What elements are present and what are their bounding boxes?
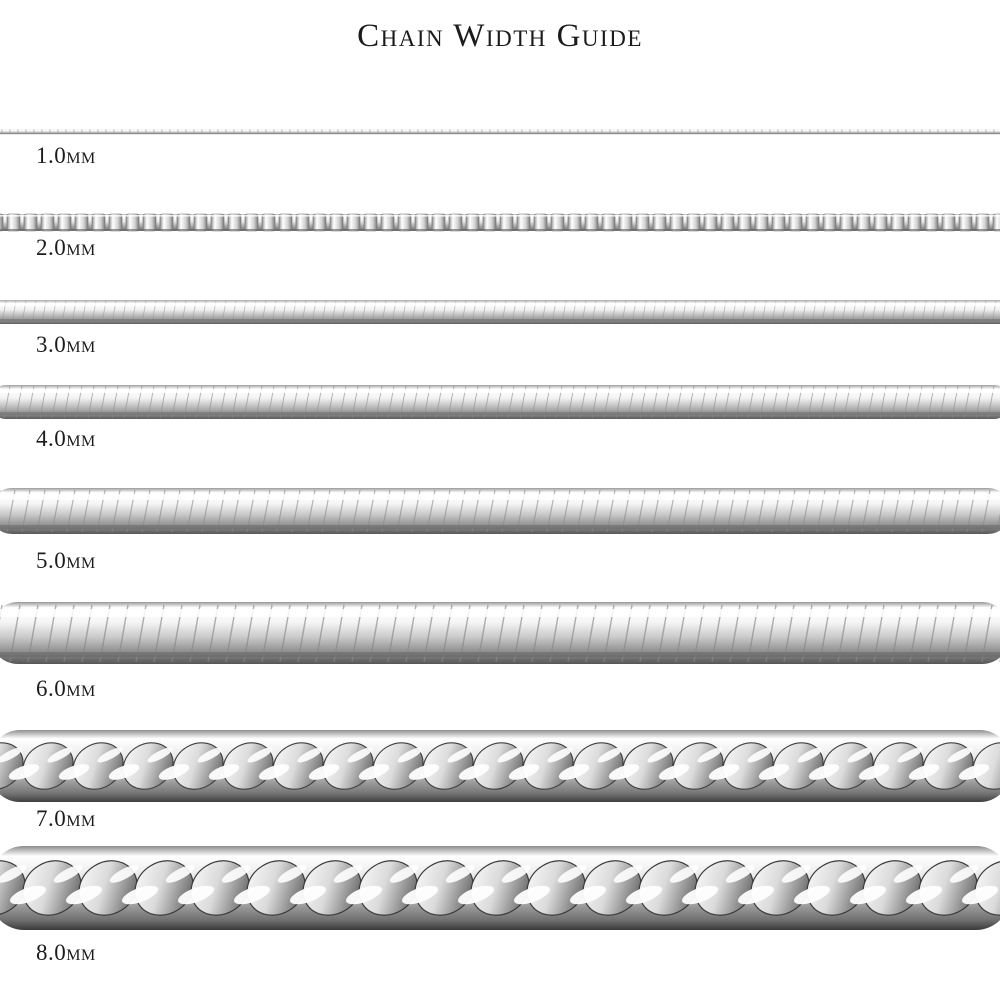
snake-chain-graphic-6mm xyxy=(0,596,1000,672)
chain-label-2: 2.0mm xyxy=(36,235,96,260)
chain-image-4 xyxy=(0,378,1000,426)
snake-chain-graphic-5mm xyxy=(0,482,1000,542)
chain-label-6: 6.0mm xyxy=(36,676,96,701)
rope-chain-graphic-7mm xyxy=(0,722,1000,810)
chain-label-8: 8.0mm xyxy=(36,940,96,965)
snake-chain-graphic-3mm xyxy=(0,292,1000,332)
bead-box-chain-graphic xyxy=(0,205,1000,241)
chain-image-7 xyxy=(0,722,1000,810)
chain-image-8 xyxy=(0,838,1000,938)
chain-image-1 xyxy=(0,120,1000,144)
snake-chain-graphic-4mm xyxy=(0,378,1000,426)
fine-cable-chain-graphic xyxy=(0,120,1000,144)
chain-label-7: 7.0mm xyxy=(36,806,96,831)
chain-image-5 xyxy=(0,482,1000,542)
chain-label-3: 3.0mm xyxy=(36,332,96,357)
chain-image-2 xyxy=(0,205,1000,241)
rope-chain-graphic-8mm xyxy=(0,838,1000,938)
page-title: Chain Width Guide xyxy=(357,18,643,54)
chain-label-4: 4.0mm xyxy=(36,426,96,451)
chain-label-5: 5.0mm xyxy=(36,548,96,573)
chain-image-3 xyxy=(0,292,1000,332)
chain-image-6 xyxy=(0,596,1000,672)
chain-label-1: 1.0mm xyxy=(36,143,96,168)
